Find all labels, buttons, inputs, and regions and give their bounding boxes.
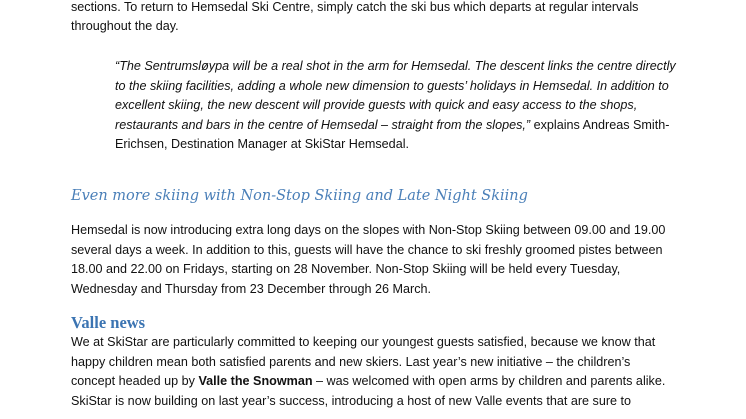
section1-line-4: Wednesday and Thursday from 23 December through 26 March. (71, 281, 432, 296)
intro-line-2: throughout the day. (71, 19, 179, 33)
quote-line-5: Erichsen, Destination Manager at SkiStar Hemsedal. (115, 137, 409, 151)
section2-line-3-post: – was welcomed with open arms by children and parents alike. (312, 374, 666, 388)
intro-line-1: sections. To return to Hemsedal Ski Centre, simply catch the ski bus which departs at regular intervals (71, 0, 639, 14)
quote-line-3: excellent skiing, the new descent will provide guests with quick and easy access to the shops, (115, 98, 638, 112)
section2-line-4: SkiStar is now building on last year’s success, introducing a host of new Valle events that are sure to (71, 393, 632, 408)
section1-line-1: Hemsedal is now introducing extra long days on the slopes with Non-Stop Skiing between 09.00 and 19.00 (71, 223, 666, 237)
section1-line-2: several days a week. In addition to this, guests will have the chance to ski freshly groomed pistes between (71, 242, 663, 257)
quote-line-2: to the skiing facilities, adding a whole new dimension to guests’ holidays in Hemsedal. In addition to (115, 78, 669, 93)
valle-the-snowman-text: Valle the Snowman (198, 374, 313, 388)
quote-attribution: explains Andreas Smith- (530, 117, 670, 132)
quote-line-4 (115, 116, 669, 136)
quote-italic-part: restaurants and bars in the centre of Hemsedal – straight from the slopes,” (115, 117, 531, 132)
section1-line-3: 18.00 and 22.00 on Fridays, starting on 28 November. Non-Stop Skiing will be held every Tuesday, (71, 262, 621, 276)
section2-line-3-pre: concept headed up by (71, 374, 199, 388)
section2-line-1: We at SkiStar are particularly committed to keeping our youngest guests satisfied, because we know that (71, 335, 656, 349)
section-heading-non-stop-skiing: Even more skiing with Non-Stop Skiing and Late Night Skiing (71, 188, 528, 204)
section2-line-2: happy children mean both satisfied parents and new skiers. Last year’s new initiative – the children’s (71, 354, 631, 369)
section-heading-valle-news: Valle news (71, 313, 146, 332)
section2-line-3 (71, 372, 665, 392)
quote-line-1: “The Sentrumsløypa will be a real shot in the arm for Hemsedal. The descent links the centre directly (115, 59, 676, 73)
